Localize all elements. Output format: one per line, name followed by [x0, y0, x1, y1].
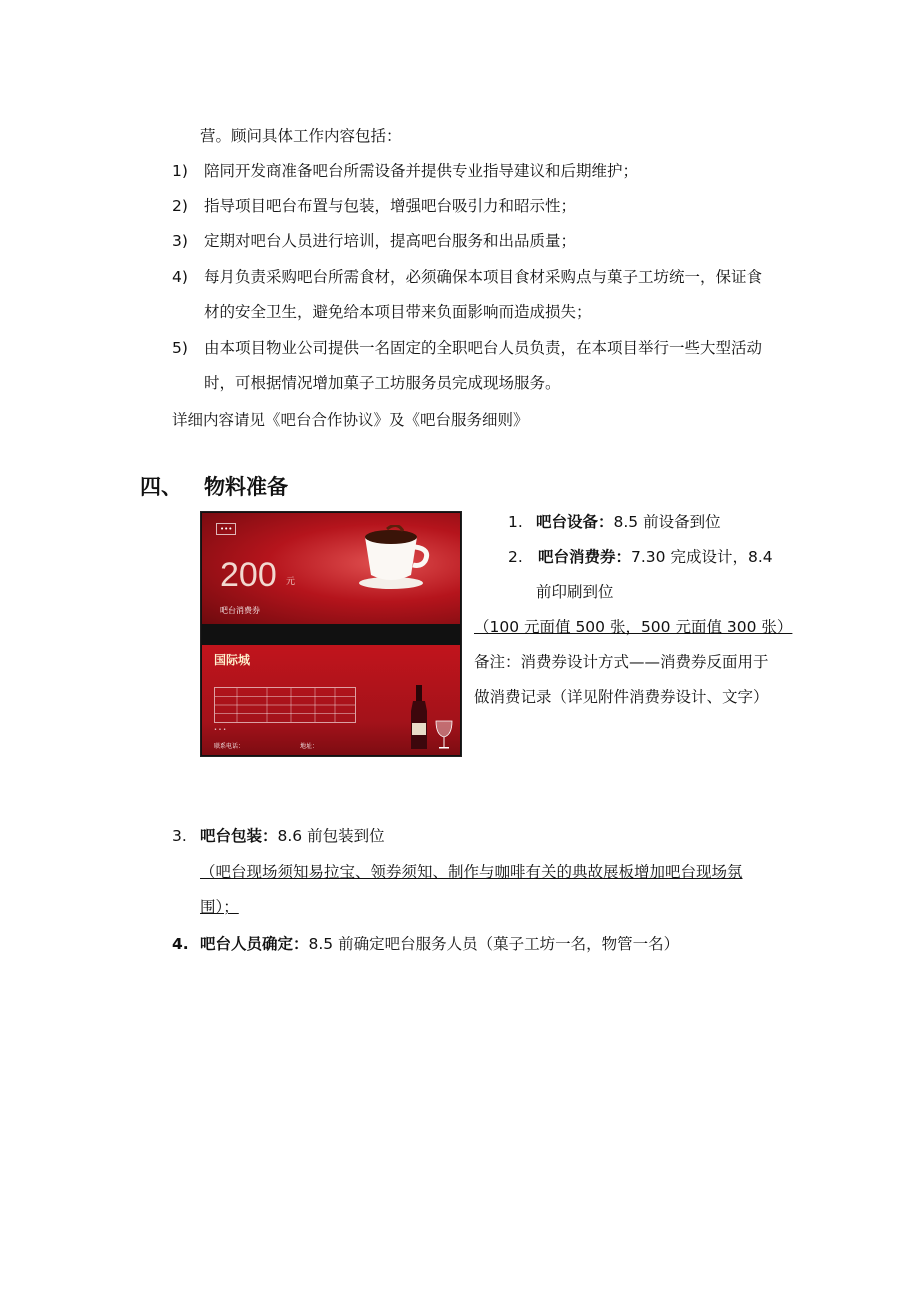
voucher-unit: 元: [286, 577, 296, 587]
voucher-contact: 联系电话：: [214, 743, 245, 750]
list-item: 每月负责采购吧台所需食材，必须确保本项目食材采购点与菓子工坊统一，保证食: [204, 268, 763, 286]
section-number: 四、: [140, 475, 182, 499]
material-number: 4.: [172, 935, 189, 953]
quantity-note: （100 元面值 500 张，500 元面值 300 张）: [474, 618, 793, 636]
material-item: 吧台消费券：7.30 完成设计，8.4: [538, 548, 773, 566]
detail-note: 详细内容请见《吧台合作协议》及《吧台服务细则》: [172, 411, 529, 429]
coffee-cup-icon: [357, 525, 433, 589]
material-number: 3.: [172, 827, 187, 845]
list-item-number: 3): [172, 232, 188, 250]
list-item: 由本项目物业公司提供一名固定的全职吧台人员负责，在本项目举行一些大型活动: [204, 339, 763, 357]
wine-bottle-icon: [402, 685, 460, 751]
voucher-brand: 国际城: [214, 653, 251, 667]
list-item: 定期对吧台人员进行培训，提高吧台服务和出品质量；: [204, 232, 577, 250]
voucher-amount: 200: [220, 556, 277, 594]
intro-line: 营。顾问具体工作内容包括：: [200, 127, 402, 145]
packaging-note: （吧台现场须知易拉宝、领券须知、制作与咖啡有关的典故展板增加吧台现场氛: [200, 863, 743, 881]
material-item: 吧台包装：8.6 前包装到位: [200, 827, 385, 845]
list-item: 指导项目吧台布置与包装，增强吧台吸引力和昭示性；: [204, 197, 577, 215]
record-grid: [214, 687, 356, 723]
list-item-number: 5): [172, 339, 188, 357]
list-item: 陪同开发商准备吧台所需设备并提供专业指导建议和后期维护；: [204, 162, 639, 180]
list-item-number: 1): [172, 162, 188, 180]
section-title: 物料准备: [204, 475, 288, 499]
list-item-continuation: 材的安全卫生，避免给本项目带来负面影响而造成损失；: [204, 303, 592, 321]
voucher-address: 地址：: [300, 743, 319, 750]
material-number: 1.: [508, 513, 523, 531]
remark-line: 备注：消费券设计方式——消费券反面用于: [474, 653, 769, 671]
remark-line: 做消费记录（详见附件消费券设计、文字）: [474, 688, 769, 706]
voucher-terms: • • •: [214, 727, 227, 733]
material-item: 吧台人员确定：8.5 前确定吧台服务人员（菓子工坊一名，物管一名）: [200, 935, 680, 953]
voucher-badge: •••: [216, 523, 236, 535]
list-item-number: 4): [172, 268, 188, 286]
material-item-continuation: 前印刷到位: [536, 583, 614, 601]
list-item-number: 2): [172, 197, 188, 215]
voucher-back: [202, 645, 460, 755]
list-item-continuation: 时，可根据情况增加菓子工坊服务员完成现场服务。: [204, 374, 561, 392]
packaging-note: 围）；: [200, 898, 239, 916]
voucher-caption: 吧台消费券: [220, 606, 260, 615]
material-number: 2.: [508, 548, 523, 566]
voucher-image: [200, 511, 462, 757]
material-item: 吧台设备：8.5 前设备到位: [536, 513, 721, 531]
voucher-front: [202, 513, 460, 624]
